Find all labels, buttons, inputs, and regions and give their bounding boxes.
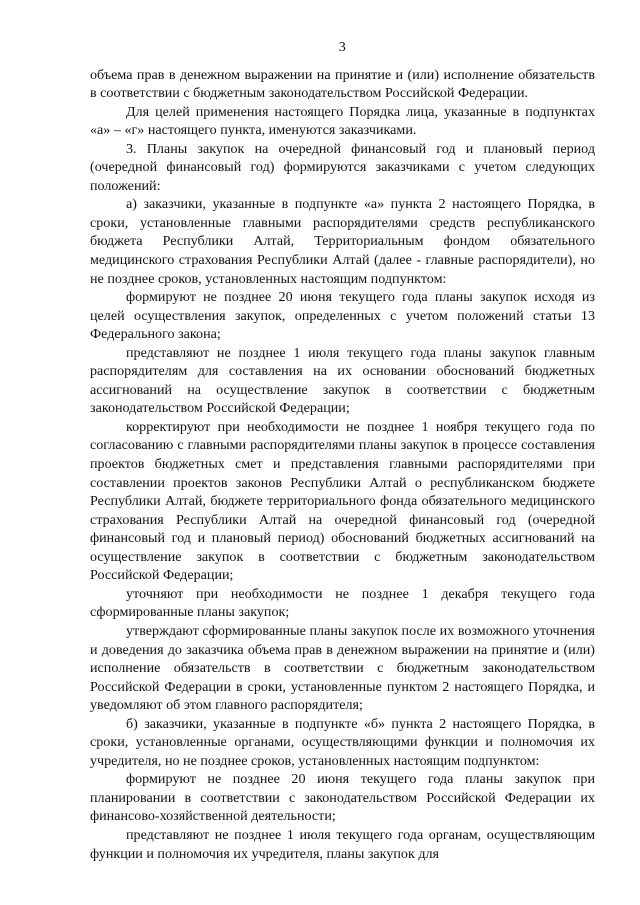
page-number: 3 xyxy=(338,39,347,55)
paragraph: представляют не позднее 1 июля текущего года планы закупок главным распорядителям для составления на их основании обоснований бюджетных ассигнований на осуществление закупок в соответствии с бюджетным законодательством Российской Федерации; xyxy=(90,344,595,417)
paragraph: уточняют при необходимости не позднее 1 декабря текущего года сформированные планы закупок; xyxy=(90,585,595,621)
paragraph: 3. Планы закупок на очередной финансовый год и плановый период (очередной финансовый год) формируются заказчиками с учетом следующих положений: xyxy=(90,140,595,194)
paragraph: формируют не позднее 20 июня текущего года планы закупок исходя из целей осуществления закупок, определенных с учетом положений статьи 13 Федерального закона; xyxy=(90,289,595,343)
paragraph: формируют не позднее 20 июня текущего года планы закупок при планировании в соответствии с законодательством Российской Федерации их финансово-хозяйственной деятельности; xyxy=(90,771,595,825)
paragraph: а) заказчики, указанные в подпункте «а» пункта 2 настоящего Порядка, в сроки, установленные главными распорядителями средств республиканского бюджета Республики Алтай, Территориальным фондом обязательного медицинского страхования Республики Алтай (далее - главные распорядители), но не позднее сроков, установленных настоящим подпунктом: xyxy=(90,196,595,287)
paragraph: Для целей применения настоящего Порядка лица, указанные в подпунктах «а» – «г» настоящего пункта, именуются заказчиками. xyxy=(90,103,595,139)
paragraph: объема прав в денежном выражении на принятие и (или) исполнение обязательств в соответствии с бюджетным законодательством Российской Федерации. xyxy=(90,66,595,102)
document-page xyxy=(90,38,595,863)
paragraph: корректируют при необходимости не позднее 1 ноября текущего года по согласованию с главными распорядителями планы закупок в процессе составления проектов бюджетных смет и представления главными распорядителями при составлении проектов законов Республики Алтай о республиканском бюджете Республики Алтай, бюджете территориального фонда обязательного медицинского страхования Республики Алтай на очередной финансовый год (очередной финансовый год и плановый период) обоснований бюджетных ассигнований на осуществление закупок в соответствии с бюджетным законодательством Российской Федерации; xyxy=(90,418,595,584)
paragraph: представляют не позднее 1 июля текущего года органам, осуществляющим функции и полномочия их учредителя, планы закупок для xyxy=(90,826,595,862)
paragraph: утверждают сформированные планы закупок после их возможного уточнения и доведения до заказчика объема прав в денежном выражении на принятие и (или) исполнение обязательств в соответствии с бюджетным законодательством Российской Федерации в сроки, установленные пунктом 2 настоящего Порядка, и уведомляют об этом главного распорядителя; xyxy=(90,622,595,714)
paragraph: б) заказчики, указанные в подпункте «б» пункта 2 настоящего Порядка, в сроки, установленные органами, осуществляющими функции и полномочия их учредителя, но не позднее сроков, установленных настоящим подпунктом: xyxy=(90,715,595,769)
